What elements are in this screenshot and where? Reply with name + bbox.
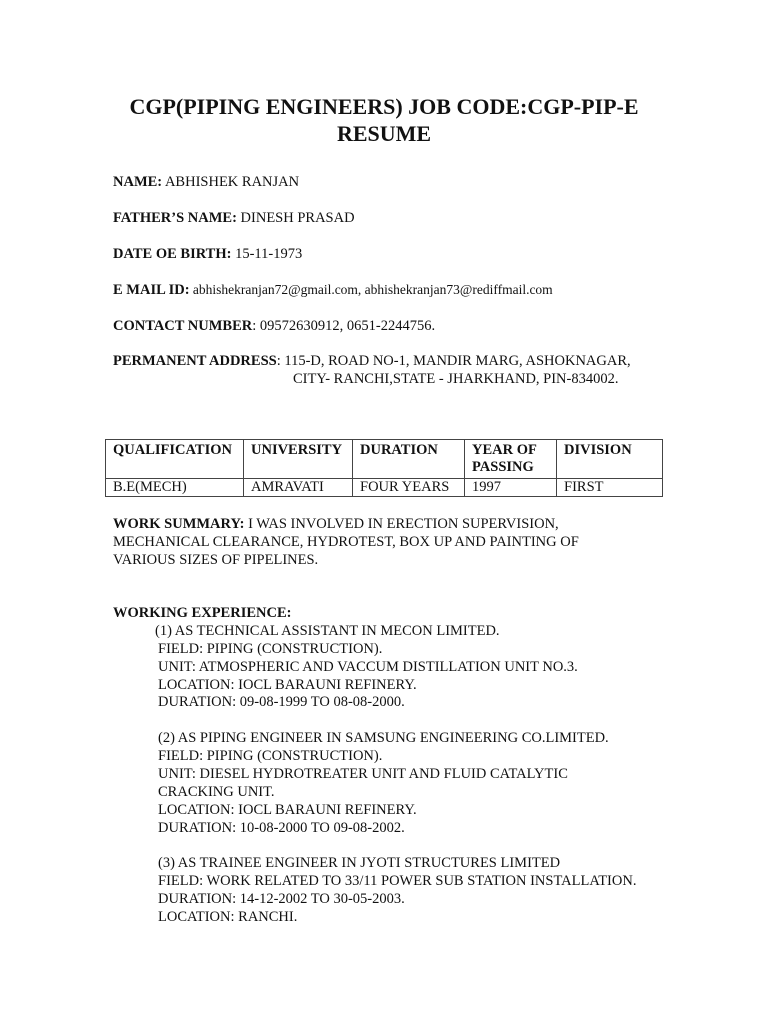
- job-3-duration: DURATION: 14-12-2002 TO 30-05-2003.: [158, 891, 405, 907]
- job-2-unit-cont: CRACKING UNIT.: [158, 784, 275, 800]
- father-name-value: DINESH PRASAD: [236, 210, 355, 226]
- work-summary-line-1: [113, 515, 579, 533]
- contact-label: CONTACT NUMBER: [113, 318, 253, 334]
- father-name-label: FATHER’S NAME:: [113, 210, 237, 226]
- work-summary-line-3: VARIOUS SIZES OF PIPELINES.: [113, 552, 319, 568]
- work-summary-line-2: MECHANICAL CLEARANCE, HYDROTEST, BOX UP AND PAINTING OF: [113, 534, 579, 550]
- table-header-cell: QUALIFICATION: [106, 440, 244, 479]
- job-2-title: (2) AS PIPING ENGINEER IN SAMSUNG ENGINEERING CO.LIMITED.: [158, 730, 609, 746]
- table-row: [106, 479, 663, 497]
- email-label: E MAIL ID:: [113, 282, 190, 298]
- job-1-title: (1) AS TECHNICAL ASSISTANT IN MECON LIMITED.: [155, 623, 500, 639]
- table-header-cell: UNIVERSITY: [244, 440, 353, 479]
- working-experience-label: WORKING EXPERIENCE:: [113, 605, 292, 621]
- job-3-location: LOCATION: RANCHI.: [158, 909, 298, 925]
- name-value: ABHISHEK RANJAN: [162, 174, 300, 190]
- work-summary: [113, 515, 579, 569]
- work-summary-label: WORK SUMMARY:: [113, 516, 245, 532]
- job-3-title: (3) AS TRAINEE ENGINEER IN JYOTI STRUCTURES LIMITED: [158, 855, 561, 871]
- working-experience-heading: [113, 604, 291, 622]
- table-header-cell: DURATION: [353, 440, 465, 479]
- contact-value: : 09572630912, 0651-2244756.: [252, 318, 436, 334]
- father-name-field: [113, 209, 355, 227]
- table-cell: FOUR YEARS: [353, 479, 465, 497]
- work-summary-text: I WAS INVOLVED IN ERECTION SUPERVISION,: [244, 516, 559, 532]
- dob-value: 15-11-1973: [231, 246, 303, 262]
- job-2-unit: UNIT: DIESEL HYDROTREATER UNIT AND FLUID CATALYTIC: [158, 766, 568, 782]
- permanent-address-field: [113, 352, 631, 370]
- table-header-cell: YEAR OF PASSING: [465, 440, 557, 479]
- email-field: [113, 281, 553, 299]
- dob-label: DATE OE BIRTH:: [113, 246, 232, 262]
- table-cell: FIRST: [557, 479, 663, 497]
- date-of-birth-field: [113, 245, 302, 263]
- table-cell: 1997: [465, 479, 557, 497]
- title-line-1: CGP(PIPING ENGINEERS) JOB CODE:CGP-PIP-E: [129, 94, 639, 119]
- email-value: abhishekranjan72@gmail.com, abhishekranjan73@rediffmail.com: [189, 282, 553, 297]
- table-cell: B.E(MECH): [106, 479, 244, 497]
- job-2-duration: DURATION: 10-08-2000 TO 09-08-2002.: [158, 820, 405, 836]
- address-label: PERMANENT ADDRESS: [113, 353, 277, 369]
- table-cell: AMRAVATI: [244, 479, 353, 497]
- address-line-2: CITY- RANCHI,STATE - JHARKHAND, PIN-834002.: [293, 371, 619, 387]
- job-2-location: LOCATION: IOCL BARAUNI REFINERY.: [158, 802, 417, 818]
- job-1-unit: UNIT: ATMOSPHERIC AND VACCUM DISTILLATION UNIT NO.3.: [158, 659, 578, 675]
- title-line-2: RESUME: [336, 121, 432, 146]
- job-2-field: FIELD: PIPING (CONSTRUCTION).: [158, 748, 383, 764]
- job-1-duration: DURATION: 09-08-1999 TO 08-08-2000.: [158, 694, 405, 710]
- qualification-table: [105, 439, 663, 497]
- name-field: [113, 173, 299, 191]
- address-line-1: : 115-D, ROAD NO-1, MANDIR MARG, ASHOKNAGAR,: [276, 353, 631, 369]
- job-3-field: FIELD: WORK RELATED TO 33/11 POWER SUB STATION INSTALLATION.: [158, 873, 637, 889]
- table-header-cell: DIVISION: [557, 440, 663, 479]
- table-header-row: [106, 440, 663, 479]
- job-1-location: LOCATION: IOCL BARAUNI REFINERY.: [158, 677, 417, 693]
- name-label: NAME:: [113, 174, 163, 190]
- contact-number-field: [113, 317, 435, 335]
- document-title: [100, 93, 668, 147]
- job-1-field: FIELD: PIPING (CONSTRUCTION).: [158, 641, 383, 657]
